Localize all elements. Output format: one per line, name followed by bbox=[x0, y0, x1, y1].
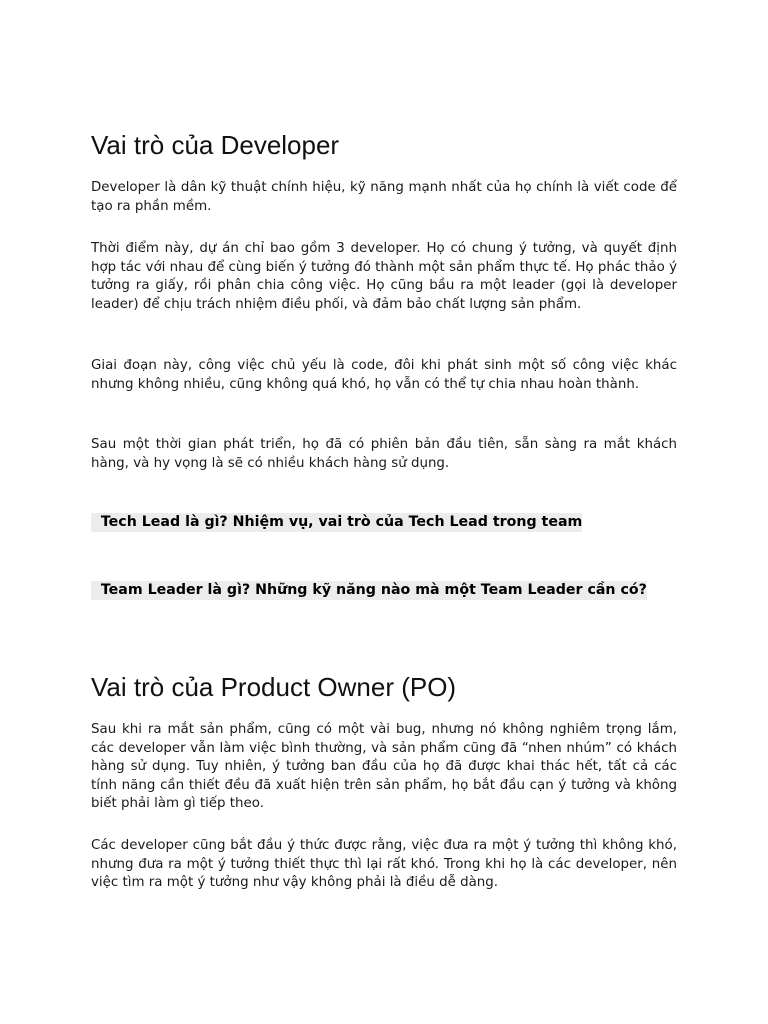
section-title-developer: Vai trò của Developer bbox=[91, 130, 340, 160]
developer-paragraph-2: Thời điểm này, dự án chỉ bao gồm 3 developer. Họ có chung ý tưởng, và quyết định hợp tác với nhau để cùng biến ý tưởng đó thành một sản phẩm thực tế. Họ phác thảo ý tưởng ra giấy, rồi phân chia công việc. Họ cũng bầu ra một leader (gọi là developer leader) để chịu trách nhiệm điều phối, và đảm bảo chất lượng sản phẩm. bbox=[91, 241, 677, 312]
section-title-product-owner: Vai trò của Product Owner (PO) bbox=[91, 672, 457, 702]
related-link-team-leader-label: Team Leader là gì? Những kỹ năng nào mà một Team Leader cần có? bbox=[100, 582, 647, 598]
related-link-tech-lead[interactable] bbox=[91, 513, 582, 532]
related-link-team-leader[interactable] bbox=[91, 581, 647, 600]
po-paragraph-1: Sau khi ra mắt sản phẩm, cũng có một vài bug, nhưng nó không nghiêm trọng lắm, các developer vẫn làm việc bình thường, và sản phẩm cũng đã “nhen nhúm” có khách hàng sử dụng. Tuy nhiên, ý tưởng ban đầu của họ đã được khai thác hết, tất cả các tính năng cần thiết đều đã xuất hiện trên sản phẩm, họ bắt đầu cạn ý tưởng và không biết phải làm gì tiếp theo. bbox=[91, 722, 677, 812]
related-link-tech-lead-label: Tech Lead là gì? Nhiệm vụ, vai trò của Tech Lead trong team bbox=[100, 514, 583, 530]
developer-paragraph-3: Giai đoạn này, công việc chủ yếu là code, đôi khi phát sinh một số công việc khác nhưng không nhiều, cũng không quá khó, họ vẫn có thể tự chia nhau hoàn thành. bbox=[91, 358, 677, 392]
developer-paragraph-4: Sau một thời gian phát triển, họ đã có phiên bản đầu tiên, sẵn sàng ra mắt khách hàng, và hy vọng là sẽ có nhiều khách hàng sử dụng. bbox=[91, 437, 677, 471]
developer-paragraph-1: Developer là dân kỹ thuật chính hiệu, kỹ năng mạnh nhất của họ chính là viết code để tạo ra phần mềm. bbox=[91, 180, 677, 214]
po-paragraph-2: Các developer cũng bắt đầu ý thức được rằng, việc đưa ra một ý tưởng thì không khó, nhưng đưa ra một ý tưởng thiết thực thì lại rất khó. Trong khi họ là các developer, nên việc tìm ra một ý tưởng như vậy không phải là điều dễ dàng. bbox=[91, 838, 677, 891]
